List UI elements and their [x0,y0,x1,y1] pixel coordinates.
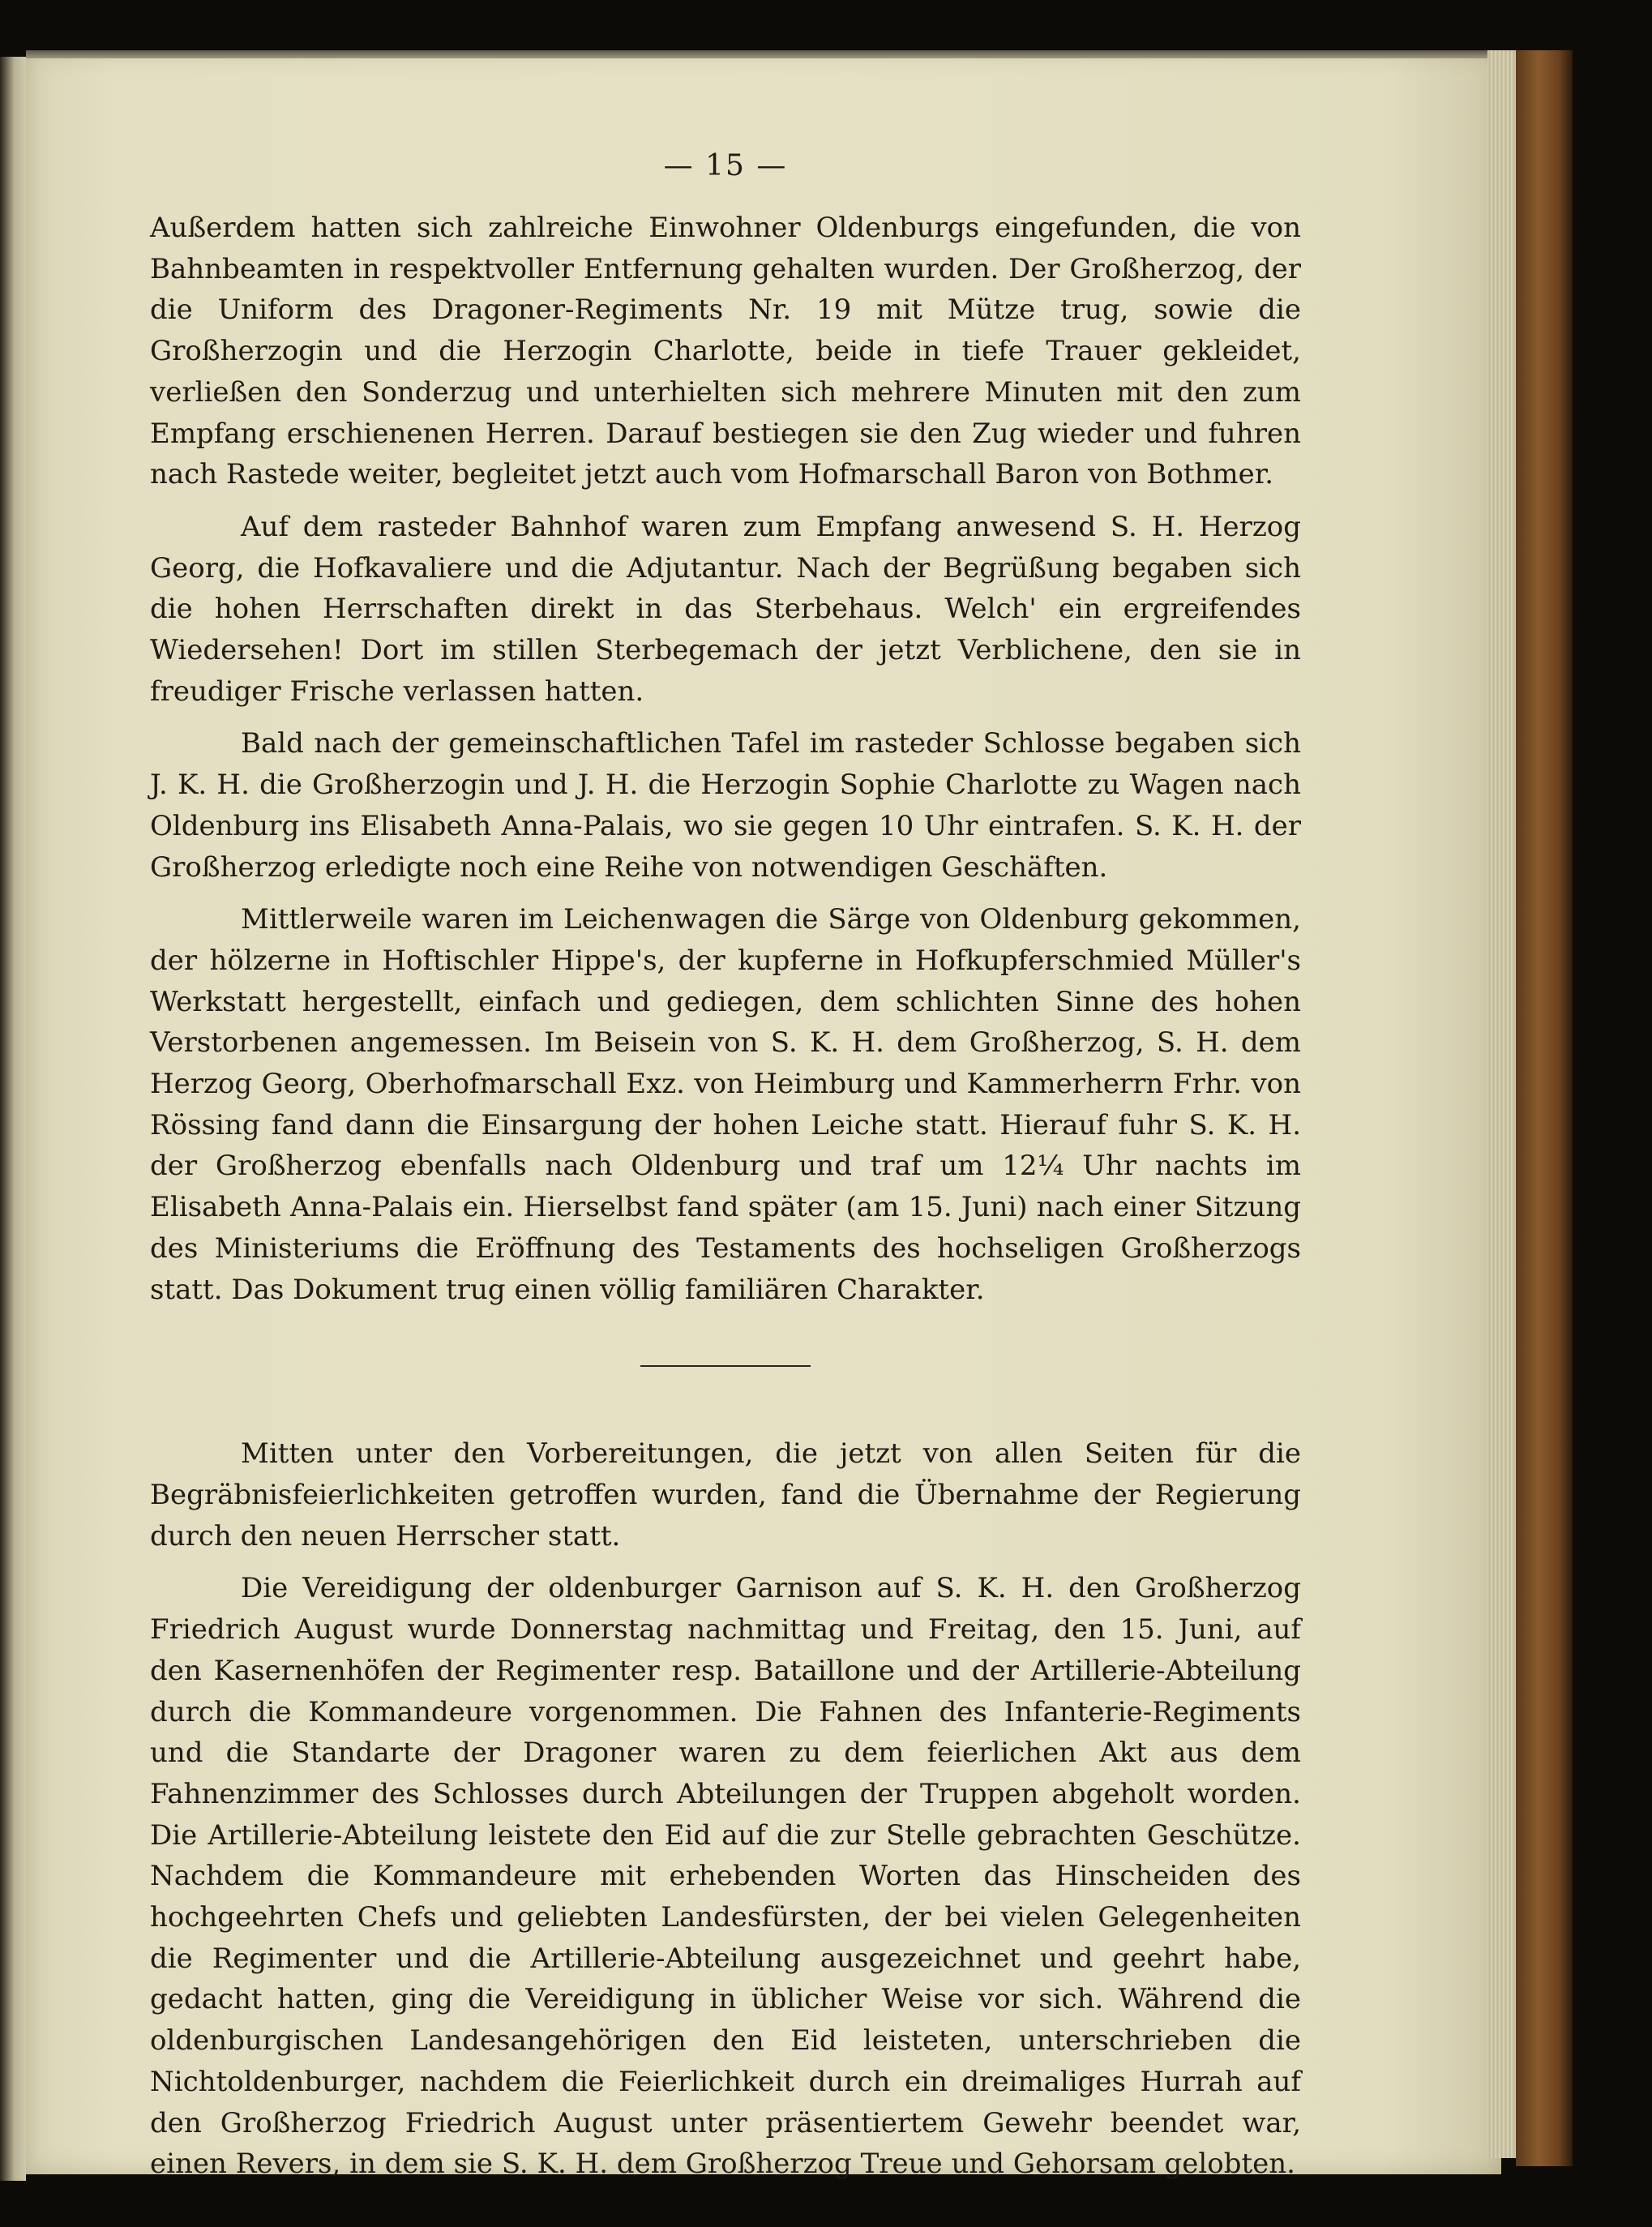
paragraph: Die Vereidigung der oldenburger Garnison auf S. K. H. den Großherzog Friedrich August wurde Donnerstag nachmittag und Freitag, den 15. Juni, auf den Kasernenhöfen der Regimenter resp. Bataillone und der Artillerie-Abteilung durch die Kommandeure vorgenommen. Die Fahnen des Infanterie-Regiments und die Standarte der Dragoner waren zu dem feierlichen Akt aus dem Fahnenzimmer des Schlosses durch Abteilungen der Truppen abgeholt worden. Die Artillerie-Abteilung leistete den Eid auf die zur Stelle gebrachten Geschütze. Nachdem die Kommandeure mit erhebenden Worten das Hinscheiden des hochgeehrten Chefs und geliebten Landesfürsten, der bei vielen Gelegenheiten die Regimenter und die Artillerie-Abteilung ausgezeichnet und geehrt habe, gedacht hatten, ging die Vereidigung in üblicher Weise vor sich. Während die oldenburgischen Landesangehörigen den Eid leisteten, unterschrieben die Nichtoldenburger, nachdem die Feierlichkeit durch ein dreimaliges Hurrah auf den Großherzog Friedrich August unter präsentiertem Gewehr beendet war, einen Revers, in dem sie S. K. H. dem Großherzog Treue und Gehorsam gelobten. [150,1572,1301,2181]
page-number: — 15 — [663,149,788,182]
paragraph: Mitten unter den Vorbereitungen, die jetzt von allen Seiten für die Begräbnisfeierlichkeiten getroffen wurden, fand die Übernahme der Regierung durch den neuen Herrscher statt. [150,1437,1301,1552]
top-page-edge [26,50,1517,58]
paragraph: Bald nach der gemeinschaftlichen Tafel im rasteder Schlosse begaben sich J. K. H. die Großherzogin und J. H. die Herzogin Sophie Charlotte zu Wagen nach Oldenburg ins Elisabeth Anna-Palais, wo sie gegen 10 Uhr eintrafen. S. K. H. der Großherzog erledigte noch eine Reihe von notwendigen Geschäften. [150,727,1301,884]
paragraph: Auf dem rasteder Bahnhof waren zum Empfang anwesend S. H. Herzog Georg, die Hofkavaliere und die Adjutantur. Nach der Begrüßung begaben sich die hohen Herrschaften direkt in das Sterbehaus. Welch' ein ergreifendes Wiedersehen! Dort im stillen Sterbegemach der jetzt Verblichene, den sie in freudiger Frische verlassen hatten. [150,510,1301,708]
left-page-edge [0,57,26,2181]
text-block [150,146,1301,2196]
book-binding [1516,50,1573,2166]
paragraph: Mittlerweile waren im Leichenwagen die Särge von Oldenburg gekommen, der hölzerne in Hoftischler Hippe's, der kupferne in Hofkupferschmied Müller's Werkstatt hergestellt, einfach und gediegen, dem schlichten Sinne des hohen Verstorbenen angemessen. Im Beisein von S. K. H. dem Großherzog, S. H. dem Herzog Georg, Oberhofmarschall Exz. von Heimburg und Kammerherrn Frhr. von Rössing fand dann die Einsargung der hohen Leiche statt. Hierauf fuhr S. K. H. der Großherzog ebenfalls nach Oldenburg und traf um 12¼ Uhr nachts im Elisabeth Anna-Palais ein. Hierselbst fand später (am 15. Juni) nach einer Sitzung des Ministeriums die Eröffnung des Testaments des hochseligen Großherzogs statt. Das Dokument trug einen völlig familiären Charakter. [150,903,1301,1306]
paragraph: Außerdem hatten sich zahlreiche Einwohner Oldenburgs eingefunden, die von Bahnbeamten in respektvoller Entfernung gehalten wurden. Der Großherzog, der die Uniform des Dragoner-Regiments Nr. 19 mit Mütze trug, sowie die Großherzogin und die Herzogin Charlotte, beide in tiefe Trauer gekleidet, verließen den Sonderzug und unterhielten sich mehrere Minuten mit den zum Empfang erschienenen Herren. Darauf bestiegen sie den Zug wieder und fuhren nach Rastede weiter, begleitet jetzt auch vom Hofmarschall Baron von Bothmer. [150,212,1301,491]
section-divider [640,1365,811,1367]
page-stack-edges [1487,50,1520,2158]
